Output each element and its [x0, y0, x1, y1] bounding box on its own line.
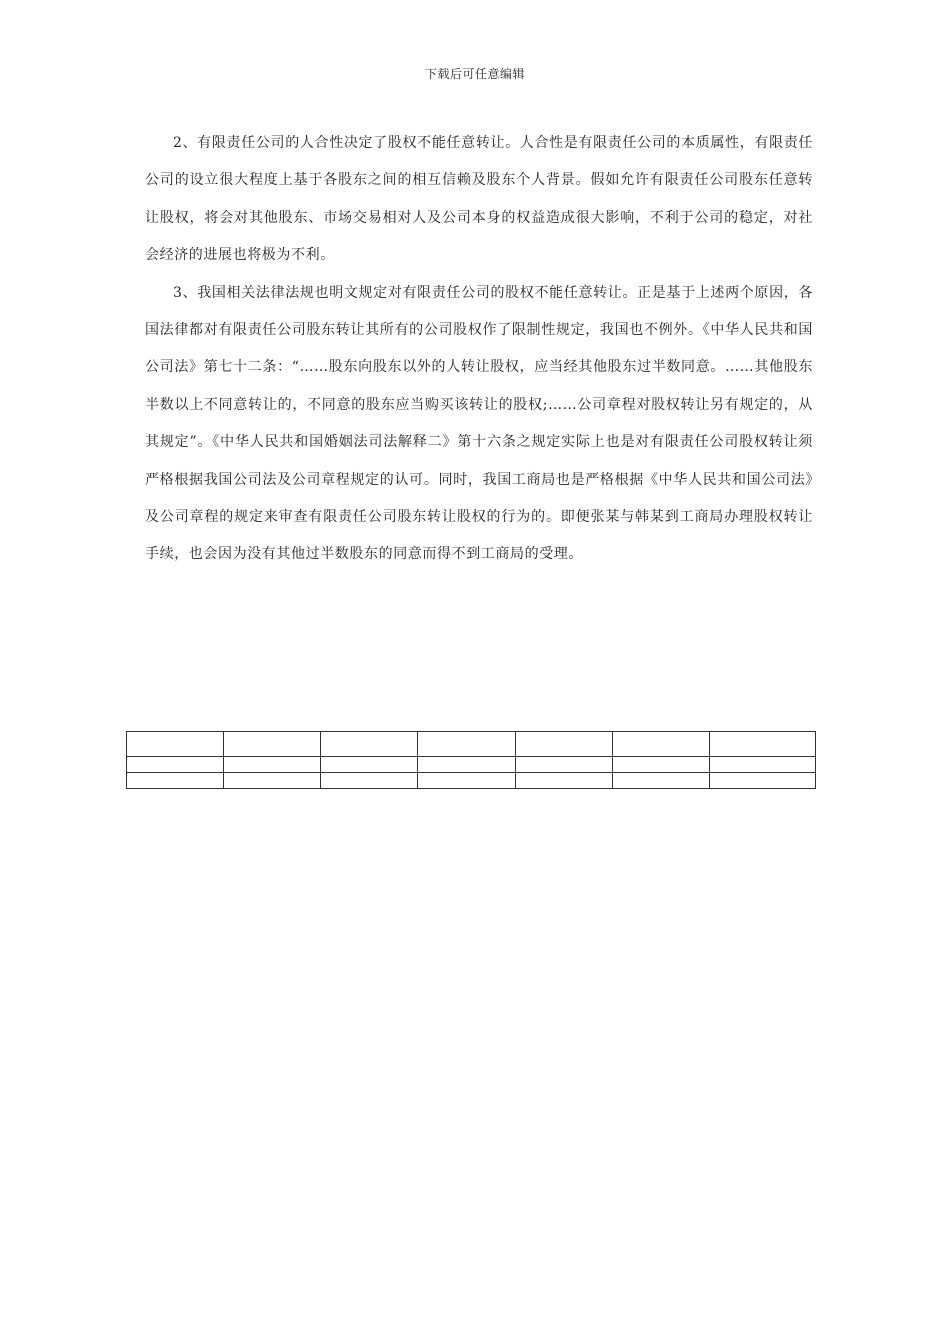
table-cell: [709, 757, 815, 773]
table-cell: [515, 773, 612, 789]
table-cell: [321, 773, 418, 789]
table-cell: [709, 732, 815, 757]
table-cell: [418, 773, 515, 789]
table-cell: [418, 732, 515, 757]
table-cell: [612, 732, 709, 757]
table-row: [127, 773, 816, 789]
page-header: 下载后可任意编辑: [424, 67, 525, 81]
table-cell: [127, 757, 224, 773]
table-cell: [224, 732, 321, 757]
table-cell: [612, 757, 709, 773]
table-cell: [515, 732, 612, 757]
paragraph-2: 2、有限责任公司的人合性决定了股权不能任意转让。人合性是有限责任公司的本质属性，有限责任公司的设立很大程度上基于各股东之间的相互信赖及股东个人背景。假如允许有限责任公司股东任意转让股权，将会对其他股东、市场交易相对人及公司本身的权益造成很大影响，不利于公司的稳定，对社会经济的进展也将极为不利。: [145, 135, 813, 264]
blank-table: [126, 731, 816, 789]
table-cell: [224, 773, 321, 789]
table-cell: [127, 773, 224, 789]
document-body: [145, 125, 813, 574]
paragraph-3: 3、我国相关法律法规也明文规定对有限责任公司的股权不能任意转让。正是基于上述两个原因，各国法律都对有限责任公司股东转让其所有的公司股权作了限制性规定，我国也不例外。《中华人民共和国公司法》第七十二条：“……股东向股东以外的人转让股权，应当经其他股东过半数同意。……其他股东半数以上不同意转让的，不同意的股东应当购买该转让的股权;……公司章程对股权转让另有规定的，从其规定”。《中华人民共和国婚姻法司法解释二》第十六条之规定实际上也是对有限责任公司股权转让须严格根据我国公司法及公司章程规定的认可。同时，我国工商局也是严格根据《中华人民共和国公司法》及公司章程的规定来审查有限责任公司股东转让股权的行为的。即便张某与韩某到工商局办理股权转让手续，也会因为没有其他过半数股东的同意而得不到工商局的受理。: [145, 284, 813, 563]
table-cell: [321, 757, 418, 773]
table-cell: [321, 732, 418, 757]
table-row: [127, 757, 816, 773]
table-cell: [709, 773, 815, 789]
table-cell: [224, 757, 321, 773]
table-cell: [515, 757, 612, 773]
table-cell: [418, 757, 515, 773]
table-cell: [127, 732, 224, 757]
table-cell: [612, 773, 709, 789]
table-row: [127, 732, 816, 757]
